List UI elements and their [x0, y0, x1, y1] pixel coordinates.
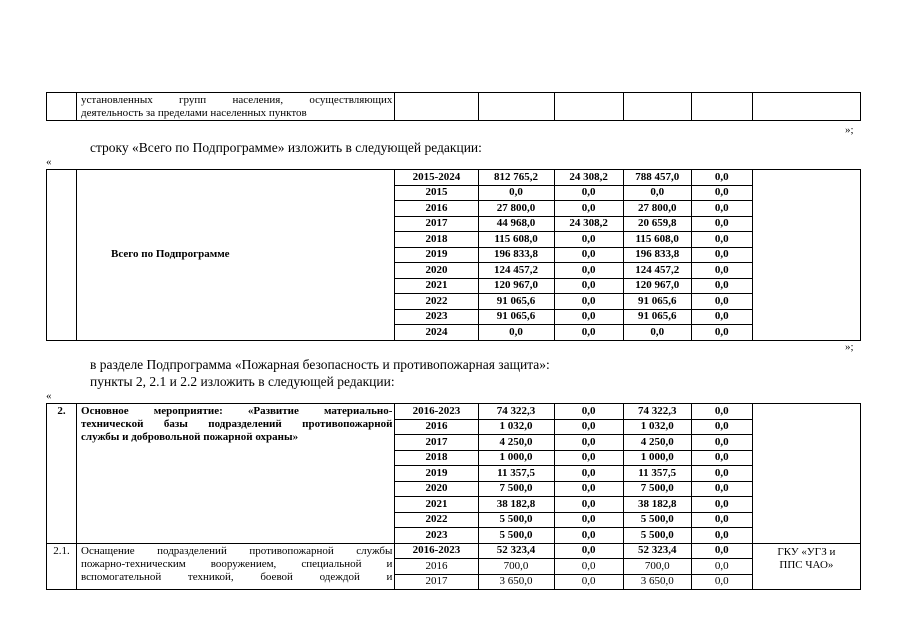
item-number: 2.1.: [47, 543, 77, 590]
close-quote: »;: [845, 124, 854, 136]
col3-cell: 27 800,0: [623, 201, 691, 217]
col3-cell: 788 457,0: [623, 170, 691, 186]
executor-line: ППС ЧАО»: [779, 558, 834, 571]
empty-cell: [395, 93, 478, 121]
col2-cell: 0,0: [554, 559, 623, 575]
col4-cell: 0,0: [691, 481, 752, 497]
year-cell: 2021: [395, 497, 478, 513]
table-row: [47, 404, 861, 420]
col3-cell: 196 833,8: [623, 247, 691, 263]
total-cell: 11 357,5: [478, 466, 554, 482]
col4-cell: 0,0: [691, 309, 752, 325]
col3-cell: 4 250,0: [623, 435, 691, 451]
executor-cell: [752, 543, 860, 590]
instruction-text: пункты 2, 2.1 и 2.2 изложить в следующей редакции:: [90, 374, 395, 389]
col2-cell: 0,0: [554, 450, 623, 466]
total-table: [46, 169, 861, 341]
open-quote: «: [46, 390, 52, 402]
year-cell: 2022: [395, 512, 478, 528]
year-cell: 2021: [395, 278, 478, 294]
total-cell: 3 650,0: [478, 574, 554, 590]
item-title-line: вспомогательной техникой, боевой одеждой и: [81, 570, 393, 583]
col2-cell: 0,0: [554, 466, 623, 482]
total-cell: 91 065,6: [478, 294, 554, 310]
item-title-line: пожарно-техническим вооружением, специальной и: [81, 557, 393, 570]
col3-cell: 3 650,0: [623, 574, 691, 590]
item-title-line: службы и добровольной пожарной охраны»: [81, 431, 299, 443]
col2-cell: 0,0: [554, 185, 623, 201]
year-cell: 2016: [395, 201, 478, 217]
col2-cell: 0,0: [554, 543, 623, 559]
year-cell: 2024: [395, 325, 478, 341]
col4-cell: 0,0: [691, 263, 752, 279]
col2-cell: 0,0: [554, 232, 623, 248]
col2-cell: 0,0: [554, 309, 623, 325]
col4-cell: 0,0: [691, 528, 752, 544]
col3-cell: 124 457,2: [623, 263, 691, 279]
table-row: [47, 543, 861, 559]
year-cell: 2016: [395, 419, 478, 435]
col3-cell: 120 967,0: [623, 278, 691, 294]
open-quote: «: [46, 156, 52, 168]
col3-cell: 5 500,0: [623, 528, 691, 544]
total-cell: 7 500,0: [478, 481, 554, 497]
col4-cell: 0,0: [691, 325, 752, 341]
col2-cell: 24 308,2: [554, 170, 623, 186]
col4-cell: 0,0: [691, 404, 752, 420]
col3-cell: 11 357,5: [623, 466, 691, 482]
instruction-text: строку «Всего по Подпрограмме» изложить в следующей редакции:: [90, 140, 482, 155]
instruction-text: в разделе Подпрограмма «Пожарная безопасность и противопожарная защита»:: [90, 357, 550, 372]
total-cell: 1 032,0: [478, 419, 554, 435]
col4-cell: 0,0: [691, 278, 752, 294]
col3-cell: 115 608,0: [623, 232, 691, 248]
col3-cell: 1 032,0: [623, 419, 691, 435]
description-line-1: установленных групп населения, осуществляющих: [81, 94, 393, 106]
description-cell: [77, 93, 395, 121]
year-cell: 2017: [395, 435, 478, 451]
col3-cell: 38 182,8: [623, 497, 691, 513]
year-cell: 2023: [395, 309, 478, 325]
executor-cell: [752, 404, 860, 544]
col4-cell: 0,0: [691, 435, 752, 451]
empty-cell: [691, 93, 752, 121]
col3-cell: 0,0: [623, 325, 691, 341]
col3-cell: 0,0: [623, 185, 691, 201]
year-cell: 2017: [395, 574, 478, 590]
col2-cell: 0,0: [554, 419, 623, 435]
col4-cell: 0,0: [691, 497, 752, 513]
top-partial-table: [46, 92, 861, 121]
num-cell: [47, 93, 77, 121]
total-cell: 124 457,2: [478, 263, 554, 279]
col3-cell: 5 500,0: [623, 512, 691, 528]
year-cell: 2020: [395, 481, 478, 497]
executor-line: ГКУ «УГЗ и: [777, 545, 836, 558]
col4-cell: 0,0: [691, 201, 752, 217]
total-cell: 27 800,0: [478, 201, 554, 217]
year-cell: 2019: [395, 247, 478, 263]
year-cell: 2023: [395, 528, 478, 544]
total-cell: 0,0: [478, 325, 554, 341]
col4-cell: 0,0: [691, 419, 752, 435]
item-title-line: Оснащение подразделений противопожарной службы: [81, 544, 393, 557]
total-cell: 812 765,2: [478, 170, 554, 186]
total-cell: 0,0: [478, 185, 554, 201]
total-cell: 5 500,0: [478, 512, 554, 528]
col2-cell: 0,0: [554, 528, 623, 544]
col4-cell: 0,0: [691, 543, 752, 559]
total-cell: 52 323,4: [478, 543, 554, 559]
col3-cell: 52 323,4: [623, 543, 691, 559]
col2-cell: 0,0: [554, 481, 623, 497]
item-title: [77, 543, 395, 590]
col4-cell: 0,0: [691, 247, 752, 263]
year-cell: 2015-2024: [395, 170, 478, 186]
col4-cell: 0,0: [691, 185, 752, 201]
col3-cell: 7 500,0: [623, 481, 691, 497]
col2-cell: 0,0: [554, 435, 623, 451]
executor-cell: [752, 170, 860, 341]
year-cell: 2016-2023: [395, 543, 478, 559]
empty-cell: [478, 93, 554, 121]
total-cell: 38 182,8: [478, 497, 554, 513]
total-cell: 1 000,0: [478, 450, 554, 466]
col2-cell: 0,0: [554, 294, 623, 310]
year-cell: 2018: [395, 232, 478, 248]
col4-cell: 0,0: [691, 559, 752, 575]
item-number: 2.: [47, 404, 77, 544]
item-title-line: технической базы подразделений противопожарной: [81, 418, 393, 430]
total-cell: 4 250,0: [478, 435, 554, 451]
year-cell: 2018: [395, 450, 478, 466]
num-cell: [47, 170, 77, 341]
total-cell: 74 322,3: [478, 404, 554, 420]
col4-cell: 0,0: [691, 232, 752, 248]
col2-cell: 0,0: [554, 512, 623, 528]
total-cell: 120 967,0: [478, 278, 554, 294]
year-cell: 2015: [395, 185, 478, 201]
col2-cell: 0,0: [554, 404, 623, 420]
table-row: [47, 170, 861, 186]
year-cell: 2016: [395, 559, 478, 575]
description-line-2: деятельность за пределами населенных пунктов: [81, 107, 307, 119]
col2-cell: 0,0: [554, 325, 623, 341]
total-cell: 44 968,0: [478, 216, 554, 232]
col2-cell: 0,0: [554, 278, 623, 294]
main-table: [46, 403, 861, 590]
col4-cell: 0,0: [691, 466, 752, 482]
year-cell: 2019: [395, 466, 478, 482]
col3-cell: 74 322,3: [623, 404, 691, 420]
year-cell: 2017: [395, 216, 478, 232]
col4-cell: 0,0: [691, 450, 752, 466]
total-cell: 700,0: [478, 559, 554, 575]
col3-cell: 91 065,6: [623, 309, 691, 325]
col4-cell: 0,0: [691, 216, 752, 232]
col2-cell: 0,0: [554, 201, 623, 217]
col4-cell: 0,0: [691, 294, 752, 310]
col4-cell: 0,0: [691, 170, 752, 186]
total-label: Всего по Подпрограмме: [77, 170, 395, 341]
col2-cell: 0,0: [554, 497, 623, 513]
col3-cell: 20 659,8: [623, 216, 691, 232]
col2-cell: 0,0: [554, 247, 623, 263]
col2-cell: 24 308,2: [554, 216, 623, 232]
item-title-line: Основное мероприятие: «Развитие материально-: [81, 405, 393, 417]
close-quote: »;: [845, 341, 854, 353]
col4-cell: 0,0: [691, 574, 752, 590]
total-cell: 115 608,0: [478, 232, 554, 248]
col2-cell: 0,0: [554, 263, 623, 279]
col3-cell: 1 000,0: [623, 450, 691, 466]
item-title: [77, 404, 395, 544]
total-cell: 196 833,8: [478, 247, 554, 263]
col2-cell: 0,0: [554, 574, 623, 590]
year-cell: 2022: [395, 294, 478, 310]
year-cell: 2020: [395, 263, 478, 279]
year-cell: 2016-2023: [395, 404, 478, 420]
total-cell: 91 065,6: [478, 309, 554, 325]
empty-cell: [752, 93, 860, 121]
col4-cell: 0,0: [691, 512, 752, 528]
col3-cell: 700,0: [623, 559, 691, 575]
col3-cell: 91 065,6: [623, 294, 691, 310]
empty-cell: [554, 93, 623, 121]
total-cell: 5 500,0: [478, 528, 554, 544]
empty-cell: [623, 93, 691, 121]
